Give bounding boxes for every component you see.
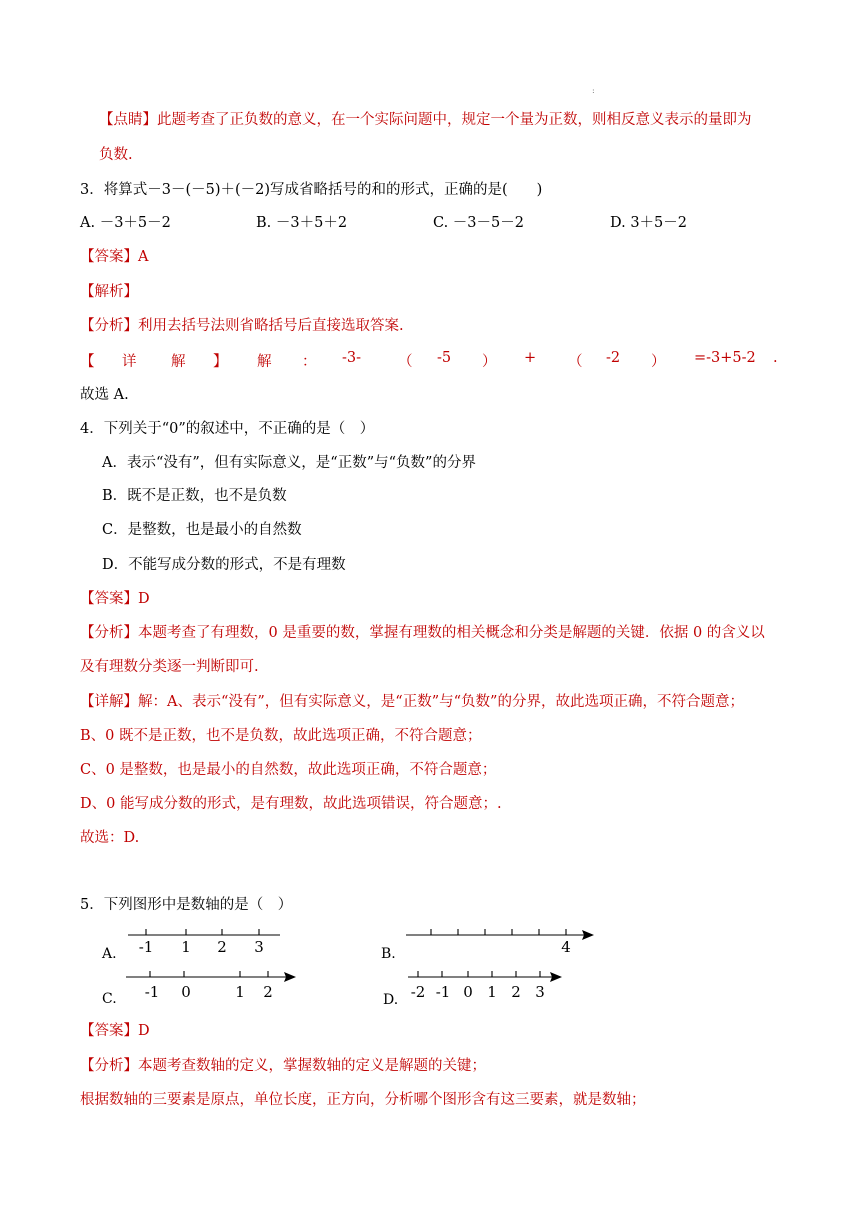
q3-detail-token: -5 [437, 350, 452, 366]
fig-d-tick-label: -1 [435, 983, 451, 1001]
fig-a-tick-label: 2 [217, 938, 227, 956]
q4-detail-line: 【详解】解：A、表示“没有”，但有实际意义，是“正数”与“负数”的分界，故此选项正确，不符合题意； [80, 694, 744, 710]
fig-d-tick-label: -2 [410, 983, 426, 1001]
fig-d-tick-label: 3 [535, 983, 545, 1001]
q3-detail-token: 解 [171, 354, 186, 370]
q3-detail-token: -3- [342, 350, 362, 366]
fig-c-tick-label: 0 [181, 983, 191, 1001]
fig-a-tick-label: 1 [181, 938, 191, 956]
q4-option-b: B．既不是正数，也不是负数 [102, 488, 287, 504]
fig-b-axis [406, 929, 588, 935]
fig-a-tick-label: -1 [138, 938, 154, 956]
q3-detail-token: （ [398, 354, 413, 370]
dianjing-line-2: 负数. [99, 147, 133, 163]
q4-answer: 【答案】D [80, 591, 150, 607]
q4-conclusion: 故选：D. [80, 830, 140, 846]
q3-detail-token: =-3+5-2 [694, 350, 756, 366]
fig-d-tick-label: 2 [511, 983, 521, 1001]
fig-d-axis [408, 971, 556, 977]
fig-a-label: A. [102, 946, 117, 962]
q4-detail-line: B、0 既不是正数，也不是负数，故此选项正确，不符合题意； [80, 728, 482, 744]
q4-detail-line: C、0 是整数，也是最小的自然数，故此选项正确，不符合题意； [80, 762, 497, 778]
fig-b-label: B. [381, 946, 396, 962]
q3-detail-token: ： [302, 354, 317, 370]
q3-detail-token: + [524, 350, 537, 366]
q4-option-d: D．不能写成分数的形式，不是有理数 [102, 557, 346, 573]
q3-detail-token: 】 [213, 354, 228, 370]
q3-detail-token: -2 [606, 350, 621, 366]
q3-detail-token: . [773, 350, 778, 366]
q3-answer: 【答案】A [80, 249, 149, 265]
fig-c-label: C. [102, 991, 117, 1007]
page-mark: : [592, 86, 595, 95]
fig-d-label: D. [383, 992, 399, 1008]
fig-d-tick-label: 1 [487, 983, 497, 1001]
fig-c-tick-label: 2 [263, 983, 273, 1001]
q3-detail-token: （ [568, 354, 583, 370]
q4-analysis-line-2: 及有理数分类逐一判断即可. [80, 659, 259, 675]
q3-analysis: 【分析】利用去括号法则省略括号后直接选取答案. [80, 318, 404, 334]
dianjing-line-1: 【点睛】此题考查了正负数的意义，在一个实际问题中，规定一个量为正数，则相反意义表示的量即为 [99, 112, 752, 128]
q4-stem: 4．下列关于“0”的叙述中，不正确的是（ ） [80, 421, 375, 437]
q3-jiexi: 【解析】 [80, 284, 138, 300]
q3-option-a: A. －3＋5－2 [80, 215, 171, 231]
q3-stem: 3．将算式－3－(－5)＋(－2)写成省略括号的和的形式，正确的是( ) [80, 182, 543, 198]
q5-analysis-line-2: 根据数轴的三要素是原点，单位长度，正方向，分析哪个图形含有这三要素，就是数轴； [80, 1092, 646, 1108]
q4-option-a: A．表示“没有”，但有实际意义，是“正数”与“负数”的分界 [102, 455, 476, 471]
q5-answer: 【答案】D [80, 1023, 150, 1039]
fig-b-tick-label: 4 [561, 938, 571, 956]
fig-d-tick-label: 0 [463, 983, 473, 1001]
q3-detail-token: ） [651, 354, 666, 370]
fig-c-tick-label: -1 [144, 983, 160, 1001]
q4-option-c: C．是整数，也是最小的自然数 [102, 522, 302, 538]
fig-c-tick-label: 1 [235, 983, 245, 1001]
q3-detail-token: 详 [122, 354, 137, 370]
fig-c-axis [126, 971, 292, 977]
q4-detail-line: D、0 能写成分数的形式，是有理数，故此选项错误，符合题意；. [80, 796, 502, 812]
q5-figures [0, 920, 868, 1020]
fig-a-tick-label: 3 [254, 938, 264, 956]
fig-a-axis [128, 929, 280, 935]
q3-detail-token: 解 [257, 354, 272, 370]
q3-option-d: D. 3＋5－2 [610, 215, 688, 231]
q4-analysis-line-1: 【分析】本题考查了有理数，0 是重要的数，掌握有理数的相关概念和分类是解题的关键．依据 0 的含义以 [80, 625, 765, 641]
q5-stem: 5．下列图形中是数轴的是（ ） [80, 897, 293, 913]
q3-conclusion: 故选 A. [80, 387, 129, 403]
q5-analysis-line-1: 【分析】本题考查数轴的定义，掌握数轴的定义是解题的关键； [80, 1058, 486, 1074]
q3-option-b: B. －3＋5＋2 [256, 215, 348, 231]
q3-detail-token: 【 [80, 354, 95, 370]
q3-detail-token: ） [482, 354, 497, 370]
q3-option-c: C. －3－5－2 [433, 215, 524, 231]
